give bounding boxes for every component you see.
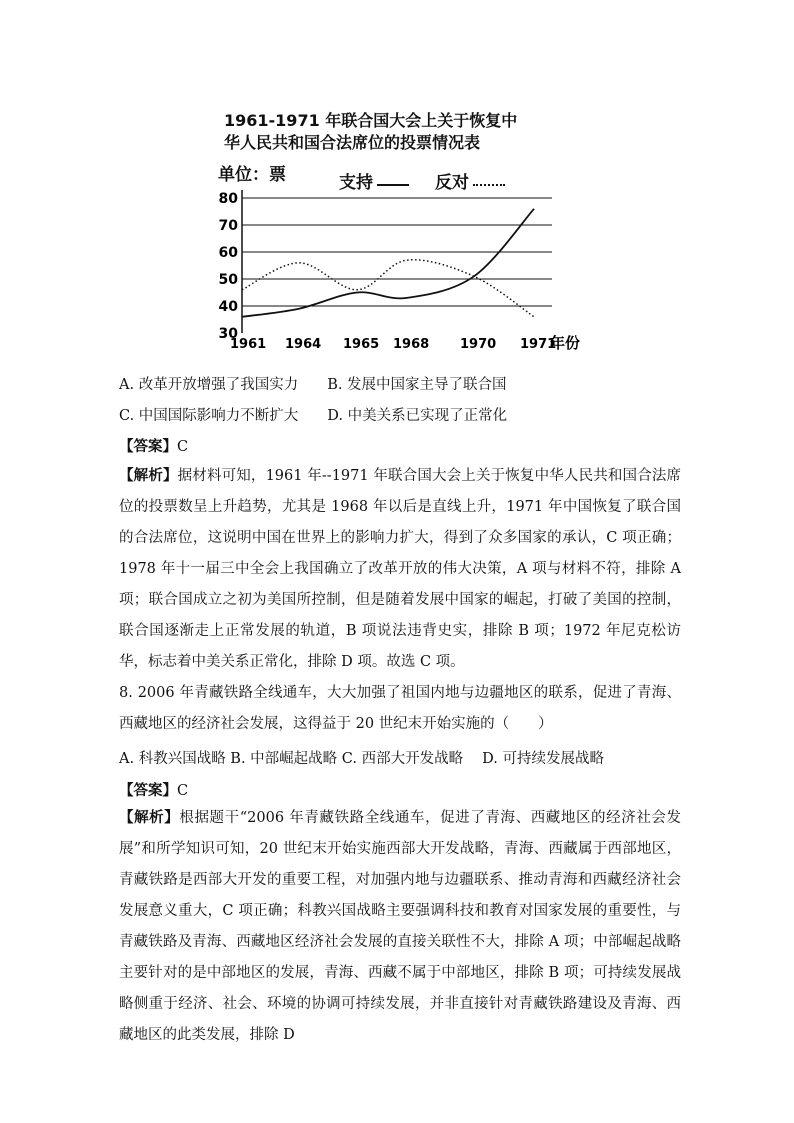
legend-support-swatch (377, 184, 409, 186)
q8-options: A. 科教兴国战略 B. 中部崛起战略 C. 西部大开发战略 D. 可持续发展战略 (119, 751, 605, 767)
y-tick-label: 80 (218, 191, 238, 207)
legend-oppose-label: 反对 (435, 173, 469, 193)
legend-support-label: 支持 (339, 173, 373, 193)
q7-answer (119, 435, 679, 456)
y-tick-label: 40 (218, 299, 238, 315)
x-tick-label: 1965 (343, 337, 380, 352)
x-tick-label: 1964 (285, 337, 322, 352)
x-tick-label: 1970 (460, 337, 497, 352)
chart-title: 1961-1971 年联合国大会上关于恢复中 华人民共和国合法席位的投票情况表 (224, 111, 518, 152)
y-tick-label: 70 (218, 218, 238, 234)
q7-analysis-text: 据材料可知，1961 年--1971 年联合国大会上关于恢复中华人民共和国合法席位的投票数呈上升趋势，尤其是 1968 年以后是直线上升，1971 年中国恢复了联合国的合法席位，这说明中国在世界上的影响力扩大，得到了众多国家的承认，C 项正确；1978 年十一届三中全会上我国确立了改革开放的伟大决策，A 项与材料不符，排除 A 项；联合国成立之初为美国所控制，但是随着发展中国家的崛起，打破了美国的控制，联合国逐渐走上正常发展的轨道，B 项说法违背史实，排除 B 项；1972 年尼克松访华，标志着中美关系正常化，排除 D 项。故选 C 项。 (119, 468, 682, 670)
y-tick-label: 60 (218, 245, 238, 261)
vote-chart (212, 108, 612, 368)
x-tick-label: 1971 (520, 337, 557, 352)
legend-oppose-swatch (473, 184, 505, 186)
x-tick-label: 1961 (230, 337, 267, 352)
q7-analysis (119, 460, 681, 678)
x-axis-unit: 年份 (550, 334, 581, 352)
q8-analysis-text: 根据题干“2006 年青藏铁路全线通车，促进了青海、西藏地区的经济社会发展”和所学知识可知，20 世纪末开始实施西部大开发战略，青海、西藏属于西部地区，青藏铁路是西部大开发的重要工程，对加强内地与边疆联系、推动青海和西藏经济社会发展意义重大，C 项正确；科教兴国战略主要强调科技和教育对国家发展的重要性，与青藏铁路及青海、西藏地区经济社会发展的直接关联性不大，排除 A 项；中部崛起战略主要针对的是中部地区的发展，青海、西藏不属于中部地区，排除 B 项；可持续发展战略侧重于经济、社会、环境的协调可持续发展，并非直接针对青藏铁路建设及青海、西藏地区的此类发展，排除 D (119, 810, 682, 1043)
q8-analysis (119, 802, 681, 1051)
x-tick-label: 1968 (393, 337, 430, 352)
series-oppose-line (242, 260, 534, 317)
q8-answer-label: 【答案】 (119, 782, 177, 799)
q8-answer-value: C (177, 783, 189, 799)
y-tick-label: 50 (218, 272, 238, 288)
chart-plot (212, 188, 612, 368)
q7-options-line-1: A. 改革开放增强了我国实力 B. 发展中国家主导了联合国 (119, 377, 507, 393)
q8-stem: 8. 2006 年青藏铁路全线通车，大大加强了祖国内地与边疆地区的联系，促进了青海、西藏地区的经济社会发展，这得益于 20 世纪末开始实施的（ ） (119, 685, 681, 732)
y-unit-label: 单位：票 (218, 165, 286, 185)
q7-analysis-label: 【解析】 (119, 467, 178, 484)
q7-options-line-2: C. 中国国际影响力不断扩大 D. 中美关系已实现了正常化 (119, 408, 508, 424)
q8-answer (119, 779, 679, 800)
y-tick-label: 30 (218, 326, 238, 342)
q7-answer-label: 【答案】 (119, 438, 177, 455)
q7-answer-value: C (177, 439, 189, 455)
q8-analysis-label: 【解析】 (119, 809, 180, 826)
